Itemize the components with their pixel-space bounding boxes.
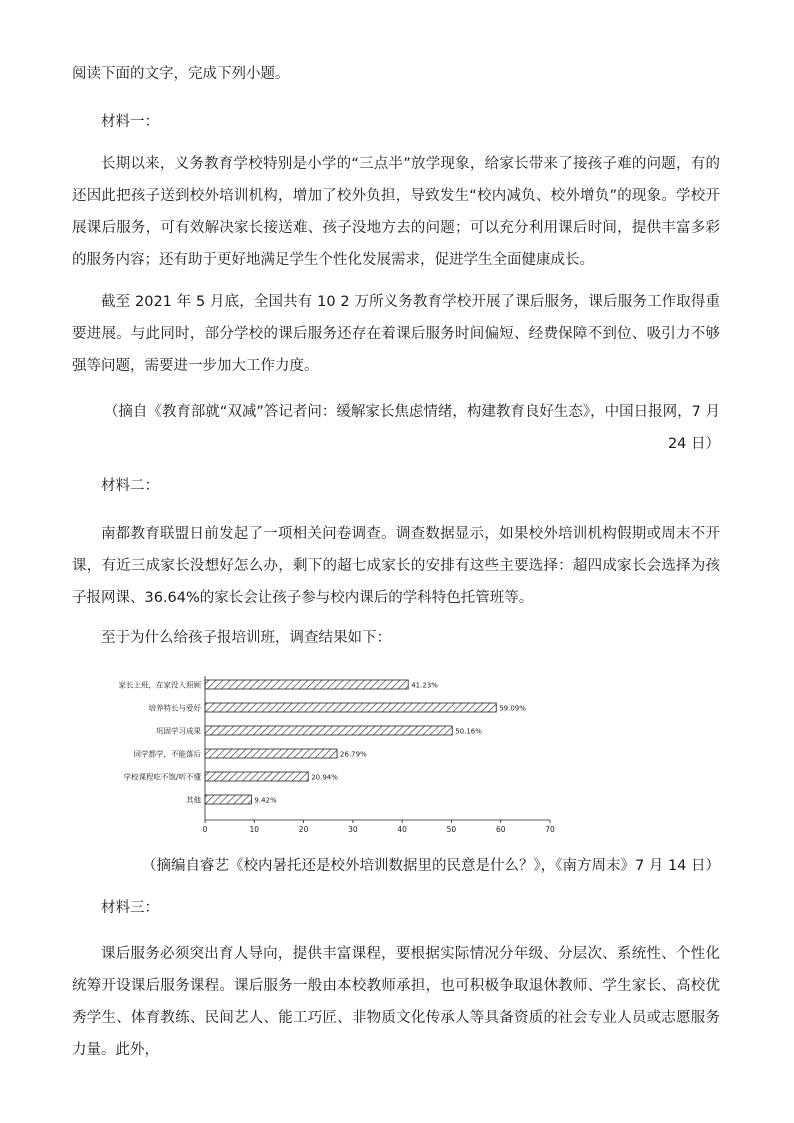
material3-heading: 材料三： <box>101 900 159 916</box>
chart-bar <box>205 772 308 781</box>
chart-value-label: 26.79% <box>340 750 367 759</box>
chart-x-tick-label: 40 <box>397 825 407 834</box>
material2-source: （摘编自睿艺《校内暑托还是校外培训数据里的民意是什么？》，《南方周末》7 月 14 日） <box>142 858 720 874</box>
chart-x-tick-label: 60 <box>495 825 506 834</box>
instruction-text: 阅读下面的文字，完成下列小题。 <box>72 66 290 82</box>
chart-category-label: 家长上班，在家没人照顾 <box>118 680 201 690</box>
chart-value-label: 50.16% <box>455 727 482 736</box>
chart-x-tick-label: 70 <box>545 825 555 834</box>
chart-value-label: 9.42% <box>254 796 277 805</box>
chart-bar <box>205 680 408 689</box>
chart-value-label: 20.94% <box>311 773 338 782</box>
chart-x-tick-label: 0 <box>202 825 208 834</box>
material2-paragraph-2: 至于为什么给孩子报培训班，调查结果如下： <box>101 630 391 646</box>
chart-x-tick-label: 10 <box>249 825 260 834</box>
chart-category-label: 学校课程吃不饱/听不懂 <box>123 772 201 782</box>
material2-paragraph-1: 南都教育联盟日前发起了一项相关问卷调查。调查数据显示，如果校外培训机构假期或周末不开课，有近三成家长没想好怎么办，剩下的超七成家长的安排有这些主要选择：超四成家长会选择为孩子报网课、36.64%的家长会让孩子参与校内课后的学科特色托管班等。 <box>72 526 720 606</box>
material3-paragraph-1: 课后服务必须突出育人导向，提供丰富课程，要根据实际情况分年级、分层次、系统性、个性化统筹开设课后服务课程。课后服务一般由本校教师承担，也可积极争取退休教师、学生家长、高校优秀学生、体育教练、民间艺人、能工巧匠、非物质文化传承人等具备资质的社会专业人员或志愿服务力量。此外， <box>72 946 720 1058</box>
material1-source: （摘自《教育部就“双减”答记者问：缓解家长焦虑情绪，构建教育良好生态》，中国日报网，7 月 24 日） <box>103 404 720 452</box>
survey-bar-chart <box>118 672 560 847</box>
chart-category-label: 培养特长与爱好 <box>148 703 201 713</box>
chart-x-tick-label: 20 <box>298 825 309 834</box>
material1-paragraph-2: 截至 2021 年 5 月底，全国共有 10 2 万所义务教育学校开展了课后服务，课后服务工作取得重要进展。与此同时，部分学校的课后服务还存在着课后服务时间偏短、经费保障不到位、吸引力不够强等问题，需要进一步加大工作力度。 <box>72 294 720 374</box>
chart-x-tick-label: 30 <box>348 825 358 834</box>
chart-bar <box>205 703 496 712</box>
chart-category-label: 巩固学习成果 <box>156 726 201 736</box>
material1-paragraph-1: 长期以来，义务教育学校特别是小学的“三点半”放学现象，给家长带来了接孩子难的问题，有的还因此把孩子送到校外培训机构，增加了校外负担，导致发生“校内减负、校外增负”的现象。学校开展课后服务，可有效解决家长接送难、孩子没地方去的问题；可以充分利用课后时间，提供丰富多彩的服务内容；还有助于更好地满足学生个性化发展需求，促进学生全面健康成长。 <box>72 156 720 268</box>
material2-heading: 材料二： <box>101 478 159 494</box>
chart-bar <box>205 795 251 804</box>
chart-category-label: 同学都学，不能落后 <box>133 749 201 759</box>
chart-value-label: 59.09% <box>499 704 526 713</box>
chart-category-label: 其他 <box>186 795 201 805</box>
chart-bar <box>205 726 452 735</box>
chart-x-tick-label: 50 <box>446 825 457 834</box>
chart-bar <box>205 749 337 758</box>
material1-heading: 材料一： <box>101 114 159 130</box>
chart-value-label: 41.23% <box>411 681 438 690</box>
